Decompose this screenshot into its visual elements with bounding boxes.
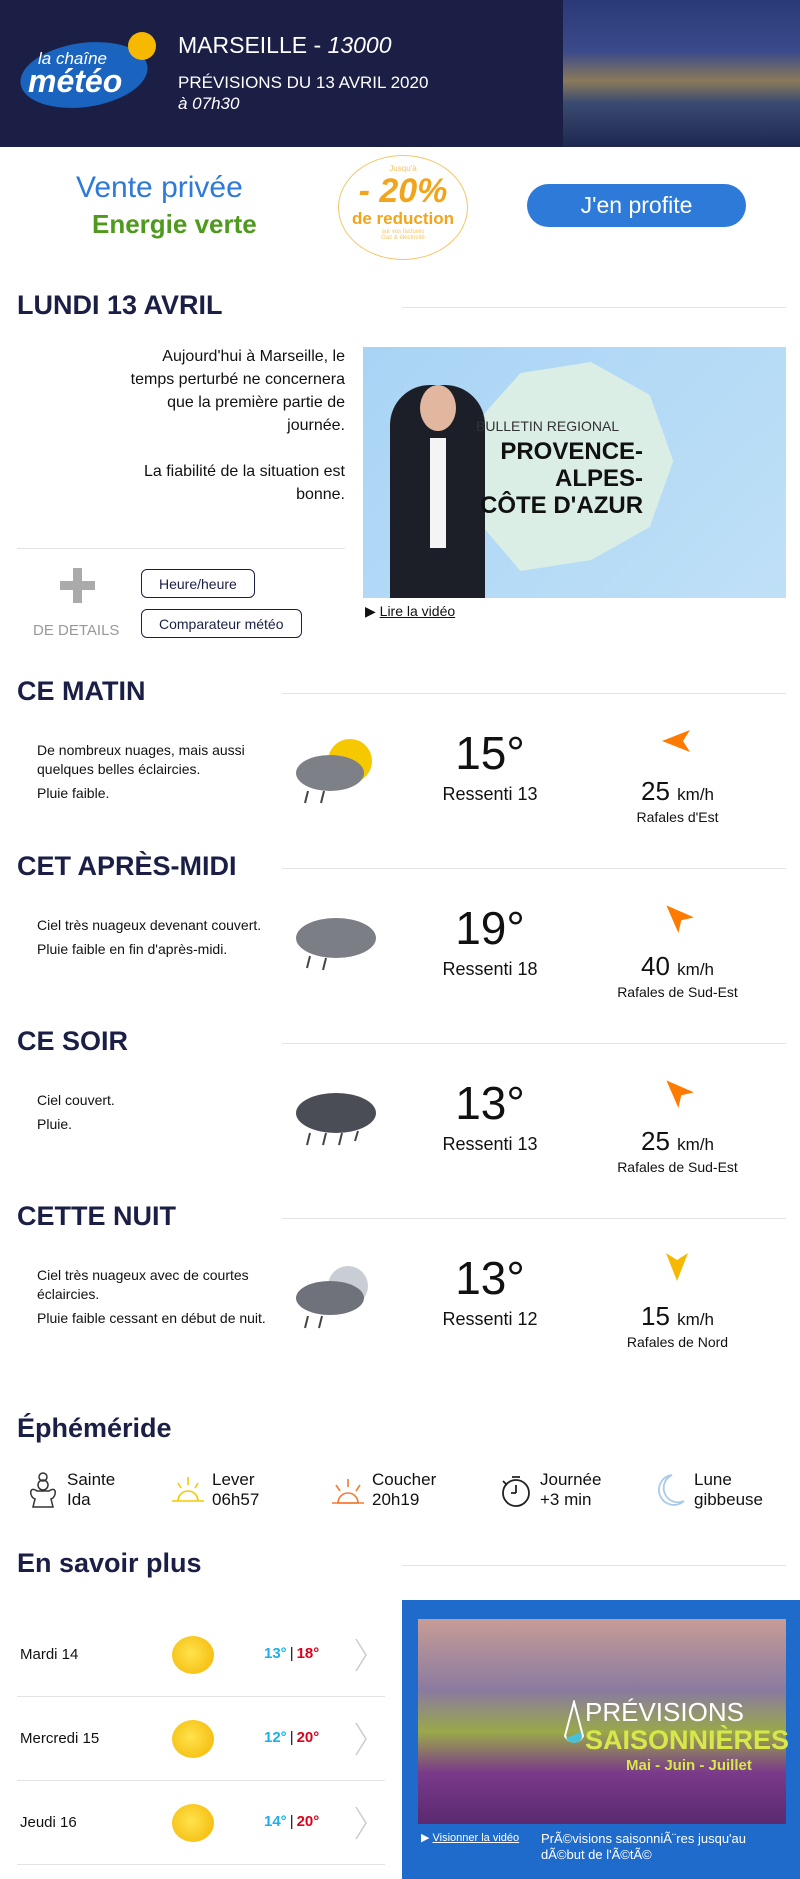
ephemeride-item (25, 1470, 115, 1510)
day-forecast-row[interactable] (17, 1613, 385, 1697)
period-2 (0, 1026, 800, 1201)
ad-line2: Energie verte (92, 209, 257, 239)
reliability-text: La fiabilité de la situation est bonne. (143, 463, 345, 503)
drop-icon (563, 1700, 585, 1752)
wind-speed (590, 951, 765, 982)
eph-value: +3 min (540, 1490, 592, 1509)
period-3 (0, 1201, 800, 1376)
temperature: 13° (455, 1252, 525, 1304)
wind-gust: Rafales d'Est (636, 809, 719, 825)
feels-like: Ressenti 18 (442, 959, 538, 979)
promo-title2: SAISONNIÈRES (585, 1725, 790, 1755)
play-video-link[interactable] (365, 603, 455, 620)
header (0, 0, 800, 147)
angel-icon (25, 1471, 61, 1509)
ephemeride-title: Éphéméride (17, 1413, 172, 1443)
wind-value: 15 (641, 1301, 670, 1331)
wind-value: 40 (641, 951, 670, 981)
eph-label: Lever (212, 1470, 255, 1489)
postcode: 13000 (327, 32, 392, 58)
eph-label: Coucher (372, 1470, 437, 1489)
divider (282, 693, 786, 694)
wind-value: 25 (641, 776, 670, 806)
wind-gust: Rafales de Sud-Est (617, 1159, 738, 1175)
region-line: CÔTE D'AZUR (480, 492, 644, 519)
wind-arrow-icon (660, 1074, 694, 1108)
video-caption: BULLETIN REGIONAL (476, 418, 620, 434)
day-forecast-row[interactable] (17, 1697, 385, 1781)
day-temps: 14° | 20° (264, 1813, 320, 1830)
wind-unit: km/h (677, 1310, 714, 1329)
period-title: CETTE NUIT (17, 1201, 176, 1231)
temperature: 19° (455, 902, 525, 954)
desc-line: Ciel très nuageux avec de courtes éclaircies. (37, 1267, 249, 1302)
divider (282, 868, 786, 869)
promo-months: Mai - Juin - Juillet (626, 1757, 752, 1774)
wind-unit: km/h (677, 1135, 714, 1154)
summary-text: Aujourd'hui à Marseille, le temps perturbé ne concernera que la première partie de journée. (130, 348, 345, 434)
promo-title1: PRÉVISIONS (585, 1697, 744, 1727)
feels-like: Ressenti 13 (442, 784, 538, 804)
ad-cta-button[interactable]: J'en profite (527, 184, 746, 227)
day-name: Mardi 14 (20, 1646, 79, 1663)
divider (282, 1218, 786, 1219)
wind-speed (590, 776, 765, 807)
day-summary (130, 345, 345, 506)
max-temp: 20° (296, 1813, 320, 1830)
wind-value: 25 (641, 1126, 670, 1156)
cloud-rain-icon (288, 906, 383, 986)
play-icon: ▶ (365, 603, 380, 619)
badge-percent: - 20% (358, 172, 448, 210)
badge-note2: Gaz & électricité (381, 235, 425, 241)
wind-arrow-icon (660, 1249, 694, 1283)
eph-label: Journée (540, 1470, 602, 1489)
more-title: En savoir plus (17, 1548, 202, 1578)
dark-cloud-rain-icon (288, 1081, 383, 1161)
ephemeride-item (170, 1470, 259, 1510)
ephemeride-item (330, 1470, 436, 1510)
desc-line: Pluie faible. (37, 785, 110, 801)
desc-line: De nombreux nuages, mais aussi quelques belles éclaircies. (37, 742, 245, 777)
region-line: PROVENCE- (500, 438, 644, 465)
min-temp: 12° (264, 1729, 287, 1746)
feels-like: Ressenti 13 (442, 1134, 538, 1154)
moon-cloud-rain-icon (288, 1256, 383, 1336)
discount-badge (338, 155, 468, 260)
day-name: Mercredi 15 (20, 1730, 100, 1747)
wind-speed (590, 1126, 765, 1157)
wind-arrow-icon (660, 899, 694, 933)
badge-small: Jusqu'à (389, 164, 417, 173)
period-description (37, 741, 277, 808)
promo-video-label: Visionner la vidéo (432, 1832, 520, 1844)
wind-gust: Rafales de Nord (626, 1334, 729, 1350)
plus-icon[interactable] (60, 568, 95, 603)
ephemeride-item (652, 1470, 763, 1510)
play-icon: ▶ (421, 1832, 433, 1844)
max-temp: 20° (296, 1729, 320, 1746)
desc-line: Ciel très nuageux devenant couvert. (37, 917, 262, 933)
day-temps: 12° | 20° (264, 1729, 320, 1746)
forecast-time: à 07h30 (178, 94, 240, 113)
divider (282, 1043, 786, 1044)
city-title: MARSEILLE - 13000 (178, 32, 392, 58)
period-title: CE SOIR (17, 1026, 129, 1056)
divider (402, 1565, 786, 1566)
forecast-date (178, 72, 428, 114)
sunset-icon (330, 1471, 366, 1509)
sun-icon (172, 1720, 214, 1758)
details-label: DE DETAILS (33, 622, 120, 639)
compare-button[interactable]: Comparateur météo (141, 609, 302, 638)
presenter-head (420, 385, 456, 431)
wind-speed (590, 1301, 765, 1332)
marseille-photo (563, 0, 800, 147)
badge-note1: sur vos factures (381, 229, 425, 235)
feels-like: Ressenti 12 (442, 1309, 538, 1329)
temperature: 13° (455, 1077, 525, 1129)
badge-mid: de reduction (351, 209, 454, 228)
period-title: CET APRÈS-MIDI (17, 851, 237, 881)
eph-value: 06h57 (212, 1490, 260, 1509)
day-forecast-row[interactable] (17, 1781, 385, 1865)
period-1 (0, 851, 800, 1026)
min-temp: 13° (264, 1645, 287, 1662)
sun-icon (172, 1804, 214, 1842)
divider (402, 307, 786, 308)
eph-label: Sainte (67, 1470, 116, 1489)
region-line: ALPES- (555, 465, 644, 492)
chevron-right-icon[interactable] (352, 1635, 372, 1675)
wind-arrow-icon (660, 724, 694, 758)
hourly-button[interactable]: Heure/heure (141, 569, 255, 598)
period-0 (0, 676, 800, 851)
desc-line: Pluie faible cessant en début de nuit. (37, 1310, 266, 1326)
eph-label: Lune (694, 1470, 732, 1489)
desc-line: Ciel couvert. (37, 1092, 115, 1108)
day-name: Jeudi 16 (20, 1814, 77, 1831)
period-description (37, 1266, 277, 1333)
wind-gust: Rafales de Sud-Est (617, 984, 738, 1000)
sun-icon (172, 1636, 214, 1674)
city-name: MARSEILLE (178, 32, 308, 58)
period-description (37, 916, 277, 964)
temperature: 15° (455, 727, 525, 779)
eph-value: gibbeuse (694, 1490, 764, 1509)
ephemeride-item (498, 1470, 601, 1510)
wind-unit: km/h (677, 785, 714, 804)
sun-cloud-rain-icon (288, 731, 383, 811)
svg-text:la chaîne: la chaîne (38, 49, 107, 68)
period-title: CE MATIN (17, 676, 146, 706)
sunrise-icon (170, 1471, 206, 1509)
divider (17, 548, 345, 549)
ad-line1: Vente privée (76, 171, 243, 204)
forecast-date-text: PRÉVISIONS DU 13 AVRIL 2020 (178, 73, 429, 92)
wind-unit: km/h (677, 960, 714, 979)
play-video-label: Lire la vidéo (379, 603, 456, 619)
svg-text:météo: météo (28, 63, 123, 99)
video-region (480, 438, 643, 519)
eph-value: 20h19 (372, 1490, 420, 1509)
chevron-right-icon[interactable] (352, 1803, 372, 1843)
min-temp: 14° (264, 1813, 287, 1830)
desc-line: Pluie. (37, 1116, 73, 1132)
period-description (37, 1091, 277, 1139)
chevron-right-icon[interactable] (352, 1719, 372, 1759)
desc-line: Pluie faible en fin d'après-midi. (37, 941, 228, 957)
eph-value: Ida (67, 1490, 91, 1509)
promo-video-link[interactable] (421, 1831, 519, 1844)
max-temp: 18° (296, 1645, 320, 1662)
day-title: LUNDI 13 AVRIL (17, 290, 223, 320)
day-temps: 13° | 18° (264, 1645, 320, 1662)
stopwatch-icon (498, 1471, 534, 1509)
promo-caption: PrÃ©visions saisonniÃ¨res jusqu'au dÃ©but de l'Ã©tÃ© (541, 1831, 746, 1862)
presenter-shirt (430, 438, 446, 548)
la-chaine-meteo-logo[interactable] (18, 30, 160, 110)
moon-icon (652, 1471, 688, 1509)
